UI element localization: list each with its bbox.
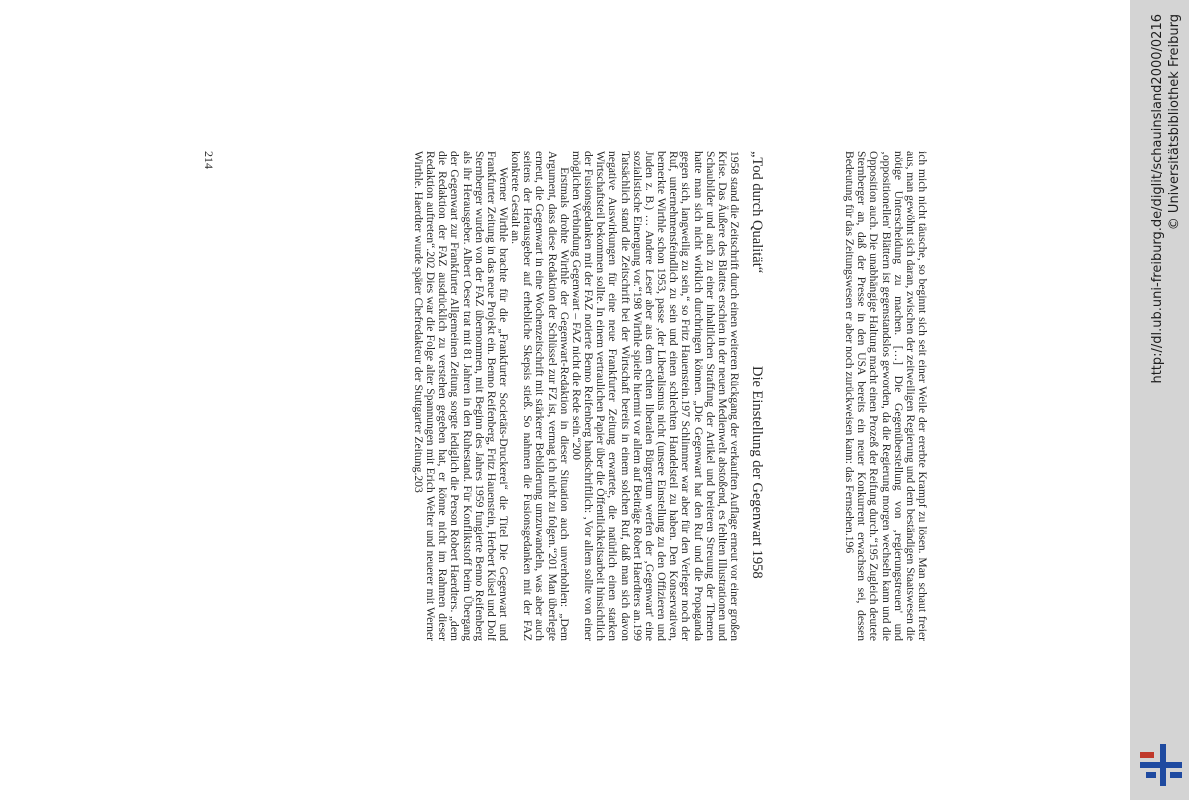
section-heading-left: „Tod durch Qualität“	[749, 151, 765, 274]
paragraph-3: Werner Wirthle brachte für die „Frankfurter Societäts-Druckerei“ die Titel Die Gegenwart und Frankfurter Zeitung in das neue Projekt ein. Benno Reifenberg, Fritz Hauenstein, Herbert Küsel und Dolf Sternberger wurden von der FAZ übernommen, mit Beginn des Jahres 1959 fungierte Benno Reifenberg als ihr Herausgeber. Albert Oeser trat mit 81 Jahren in den Ruhestand. Für Konfliktstoff beim Übergang der Gegenwart zur Frankfurter Allgemeinen Zeitung sorgte lediglich die Person Robert Haerdters. „dem die Redaktion der FAZ ausdrücklich zu verstehen gegeben hat, er könne nicht im Rahmen dieser Redaktion auftreten“.202 Dies war die Folge alter Spannungen mit Erich Welter und neuerer mit Werner Wirthle. Haerdter wurde später Chefredakteur der Stuttgarter Zeitung.203	[411, 151, 511, 641]
paragraph-2: Erstmals drohte Wirthle der Gegenwart-Redaktion in dieser Situation auch unverhohlen: „Dem Argument, dass diese Redaktion der Schlüssel zur FZ ist, vermag ich nicht zu folgen.“201 Man überlegte erneut, die Gegenwart in eine Wochenzeitschrift mit stärkerer Bebilderung umzuwandeln, was aber auch seitens der Herausgeber auf erhebliche Skepsis stieß. So nahmen die Fusionsgedanken mit der FAZ konkrete Gestalt an.	[509, 151, 571, 641]
intro-paragraph	[843, 151, 928, 641]
paragraph-1: 1958 stand die Zeitschrift durch einen weiteren Rückgang der verkauften Auflage erneut vor einer großen Krise. Das Äußere des Blattes erschien in der neuen Medienwelt abstoßend, es fehlten Illustrationen und Schaubilder und auch zu einer inhaltlichen Straffung der Artikel und breiteren Streuung der Themen hatte man sich nicht wirklich durchringen können. „Die Gegenwart hat den Ruf und die Propaganda gegen sich, langweilig zu sein,“ so Fritz Hauenstein.197 Schlimmer war aber für den Verleger noch der Ruf, unternehmensfeindlich zu sein und einen schlechten Handelsteil zu haben. Den Konservativen, bemerkte Wirthle schon 1953, passe ‚der Liberalismus nicht (unsere Einstellung zu den Offizieren und Juden z. B.) … Andere Leser aber aus dem echten liberalen Bürgertum werfen der ‚Gegenwart' eine sozialistische Einengung vor.“198 Wirthle spielte hiermit vor allem auf Beiträge Robert Haerdters an.199 Tatsächlich stand die Zeitschrift bei der Wirtschaft bereits in einem solchen Ruf, daß man sich davon negative Auswirkungen für eine neue Frankfurter Zeitung erwartete, die natürlich einen starken Wirtschaftsteil bekommen sollte. In einem vertraulichen Papier über die Öffentlichkeitsarbeit hinsichtlich der Fusionsgedanken mit der FAZ notierte Benno Reifenberg handschriftlich: ‚Vor allem sollte von einer möglichen Verbindung Gegenwart – FAZ nicht die Rede sein.“200	[569, 151, 741, 641]
library-logo-icon	[1140, 744, 1182, 786]
section-heading	[748, 151, 766, 651]
copyright-text: © Universitätsbibliothek Freiburg	[1167, 14, 1182, 231]
viewer-sidebar	[1130, 0, 1189, 800]
body-text	[412, 151, 740, 641]
intro-text: ich mich nicht täusche, so beginnt sich seit einer Weile der ererbte Krampf zu lösen. Man schaut freier aus, man gewöhnt sich daran, zwischen der zeitweiligen Regierung und dem beständigen Staatswesen die nötige Unterscheidung zu machen. […] Die Gegenüberstellung von ‚regierungstreuen' und ‚oppositionellen' Blättern ist gegenstandslos geworden, da die Regierung morgen wechseln kann und die Opposition auch. Die unabhängige Haltung macht einen Prozeß der Reifung durch.“195 Zugleich deutete Sternberger an, daß der Presse in den USA bereits ein neuer Konkurrent erwachsen sei, dessen Bedeutung für das Zeitungswesen er aber noch zurückweisen kann: das Fernsehen.196	[843, 151, 929, 641]
section-heading-right: Die Einstellung der Gegenwart 1958	[749, 366, 765, 579]
page-number: 214	[202, 151, 216, 169]
source-url-text[interactable]: http://dl.ub.uni-freiburg.de/diglit/schauinsland2000/0216	[1150, 14, 1165, 384]
